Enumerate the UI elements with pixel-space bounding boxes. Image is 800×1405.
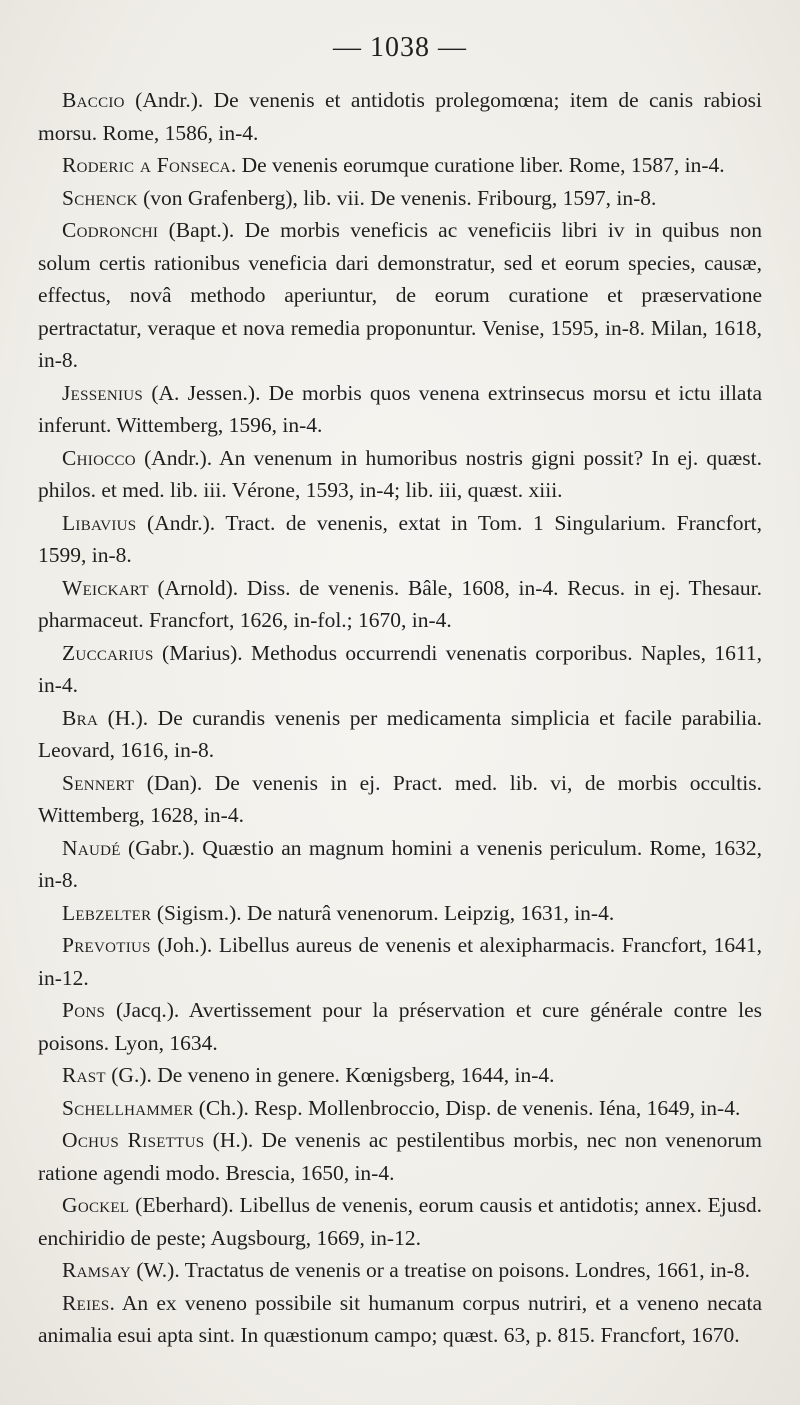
entry-author: Jessenius bbox=[62, 380, 144, 405]
entry-text: (Dan). De venenis in ej. Pract. med. lib. vi, de morbis occultis. Wittemberg, 1628, in-4. bbox=[38, 770, 762, 827]
entry-text: (H.). De venenis ac pestilentibus morbis, nec non venenorum ratione agendi modo. Brescia, 1650, in-4. bbox=[38, 1128, 762, 1185]
bibliography-entry bbox=[38, 929, 762, 994]
entry-author: Ochus Risettus bbox=[62, 1128, 205, 1152]
entry-author: Pons bbox=[62, 998, 106, 1022]
entry-author: Zuccarius bbox=[62, 640, 154, 665]
entry-author: Prevotius bbox=[62, 933, 151, 957]
entry-text: . De venenis eorumque curatione liber. Rome, 1587, in-4. bbox=[230, 153, 725, 177]
bibliography-entry bbox=[38, 832, 762, 897]
bibliography-entry bbox=[38, 994, 762, 1059]
entry-text: (Arnold). Diss. de venenis. Bâle, 1608, in-4. Recus. in ej. Thesaur. pharmaceut. Francfort, 1626, in-fol.; 1670, in-4. bbox=[38, 575, 762, 632]
entry-author: Roderic a Fonseca bbox=[62, 153, 231, 177]
entry-author: Baccio bbox=[62, 88, 125, 112]
bibliography-entry bbox=[38, 84, 762, 149]
bibliography-entry bbox=[38, 1124, 762, 1189]
bibliography-entry bbox=[38, 1189, 762, 1254]
entry-text: (Gabr.). Quæstio an magnum homini a venenis periculum. Rome, 1632, in-8. bbox=[38, 835, 762, 892]
entry-author: Ramsay bbox=[62, 1258, 131, 1282]
bibliography-entry bbox=[38, 897, 762, 930]
bibliography-entry bbox=[38, 182, 762, 215]
bibliography-list bbox=[38, 84, 762, 1352]
bibliography-entry bbox=[38, 1254, 762, 1287]
bibliography-entry bbox=[38, 572, 762, 637]
bibliography-entry bbox=[38, 149, 762, 182]
entry-text: (Ch.). Resp. Mollenbroccio, Disp. de venenis. Iéna, 1649, in-4. bbox=[193, 1095, 741, 1120]
entry-author: Codronchi bbox=[62, 218, 159, 242]
entry-text: (Bapt.). De morbis veneficis ac veneficiis libri iv in quibus non solum certis rationibus veneficia dari demonstratur, sed et eorum species, causæ, effectus, novâ methodo aperiuntur, de eorum curatione et præservatione pertractatur, veraque et nova remedia proponuntur. Venise, 1595, in-8. Milan, 1618, in-8. bbox=[38, 218, 762, 372]
entry-author: Lebzelter bbox=[62, 900, 152, 925]
entry-author: Bra bbox=[62, 705, 99, 730]
entry-text: (Sigism.). De naturâ venenorum. Leipzig, 1631, in-4. bbox=[151, 900, 615, 925]
bibliography-entry bbox=[38, 214, 762, 377]
entry-text: (Andr.). Tract. de venenis, extat in Tom. 1 Singularium. Francfort, 1599, in-8. bbox=[38, 510, 762, 567]
entry-text: . An ex veneno possibile sit humanum corpus nutriri, et a veneno necata animalia esui apta sint. In quæstionum campo; quæst. 63, p. 815. Francfort, 1670. bbox=[38, 1290, 762, 1347]
entry-text: (Jacq.). Avertissement pour la préservation et cure générale contre les poisons. Lyon, 1634. bbox=[38, 998, 762, 1055]
entry-author: Gockel bbox=[62, 1193, 130, 1217]
bibliography-entry bbox=[38, 442, 762, 507]
entry-author: Reies bbox=[62, 1290, 110, 1315]
entry-text: (Andr.). De venenis et antidotis prolegomœna; item de canis rabiosi morsu. Rome, 1586, in-4. bbox=[38, 88, 762, 145]
entry-author: Rast bbox=[62, 1063, 106, 1087]
entry-text: (H.). De curandis venenis per medicamenta simplicia et facile parabilia. Leovard, 1616, in-8. bbox=[38, 705, 762, 762]
bibliography-entry bbox=[38, 702, 762, 767]
bibliography-entry bbox=[38, 637, 762, 702]
bibliography-entry bbox=[38, 1059, 762, 1092]
entry-text: (Eberhard). Libellus de venenis, eorum causis et antidotis; annex. Ejusd. enchiridio de peste; Augsbourg, 1669, in-12. bbox=[38, 1193, 762, 1250]
entry-author: Libavius bbox=[62, 510, 137, 535]
entry-text: (A. Jessen.). De morbis quos venena extrinsecus morsu et ictu illata inferunt. Wittemberg, 1596, in-4. bbox=[38, 380, 762, 437]
entry-author: Schenck bbox=[62, 185, 138, 210]
entry-text: (von Grafenberg), lib. vii. De venenis. Fribourg, 1597, in-8. bbox=[137, 185, 657, 210]
bibliography-entry bbox=[38, 1287, 762, 1352]
page-number: — 1038 — bbox=[333, 32, 467, 63]
bibliography-entry bbox=[38, 377, 762, 442]
entry-author: Chiocco bbox=[62, 445, 136, 470]
entry-text: (Marius). Methodus occurrendi venenatis corporibus. Naples, 1611, in-4. bbox=[38, 640, 762, 697]
entry-text: (Joh.). Libellus aureus de venenis et alexipharmacis. Francfort, 1641, in-12. bbox=[38, 933, 762, 990]
entry-text: (G.). De veneno in genere. Kœnigsberg, 1644, in-4. bbox=[105, 1063, 555, 1087]
entry-author: Weickart bbox=[62, 575, 149, 600]
bibliography-entry bbox=[38, 507, 762, 572]
entry-author: Sennert bbox=[62, 770, 135, 795]
entry-text: (Andr.). An venenum in humoribus nostris gigni possit? In ej. quæst. philos. et med. lib. iii. Vérone, 1593, in-4; lib. iii, quæst. xiii. bbox=[38, 445, 762, 502]
bibliography-entry bbox=[38, 767, 762, 832]
entry-author: Naudé bbox=[62, 835, 121, 860]
entry-author: Schellhammer bbox=[62, 1095, 194, 1120]
bibliography-entry bbox=[38, 1092, 762, 1125]
entry-text: (W.). Tractatus de venenis or a treatise on poisons. Londres, 1661, in-8. bbox=[130, 1258, 750, 1282]
